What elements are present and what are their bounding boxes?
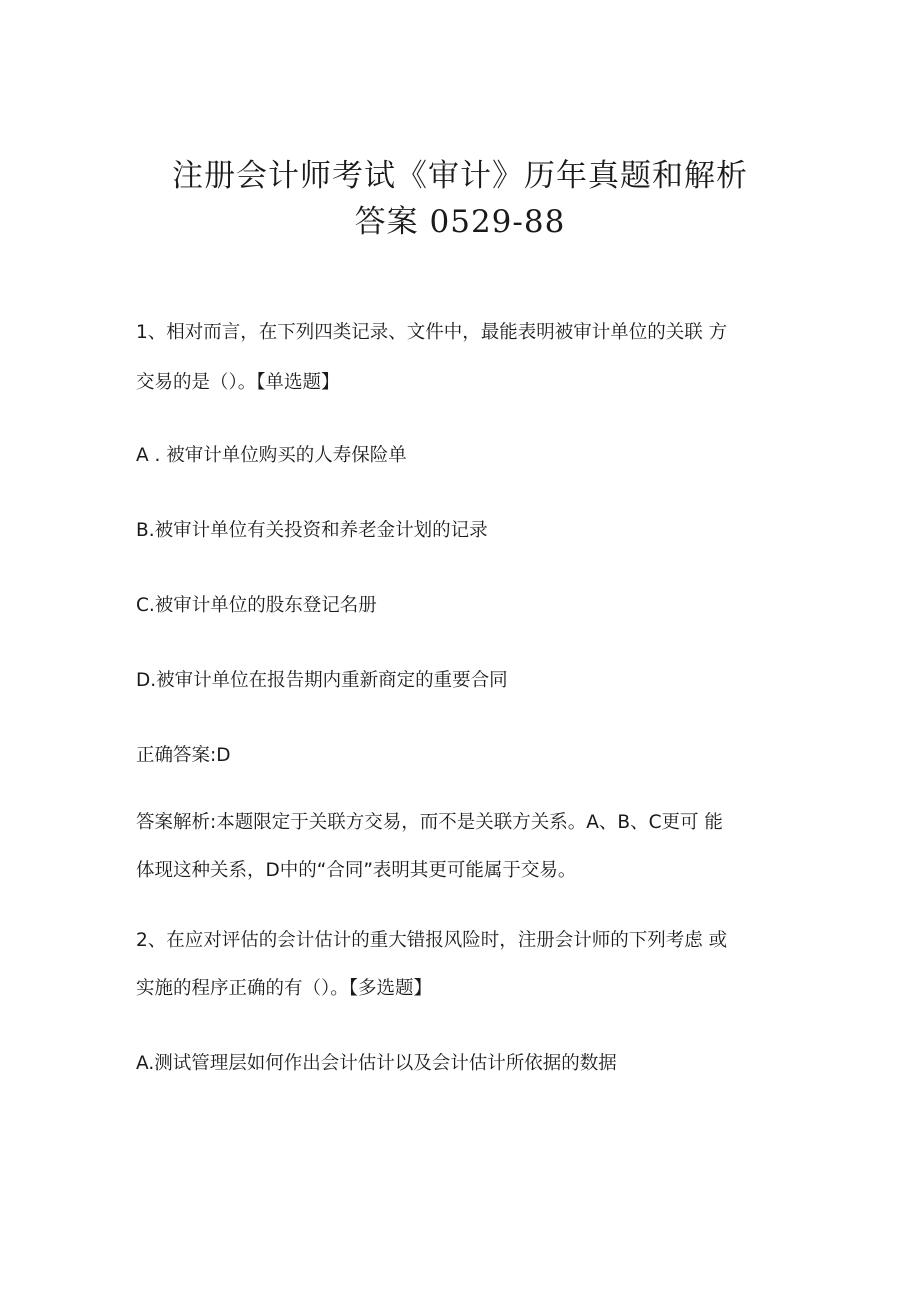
question-1-option-a: A . 被审计单位购买的人寿保险单 bbox=[136, 445, 407, 466]
question-2-option-a: A.测试管理层如何作出会计估计以及会计估计所依据的数据 bbox=[136, 1053, 617, 1074]
question-1-option-b: B.被审计单位有关投资和养老金计划的记录 bbox=[136, 520, 488, 541]
question-2-stem-line-1: 2、在应对评估的会计估计的重大错报风险时，注册会计师的下列考虑 或 bbox=[136, 930, 728, 951]
question-1-stem-line-1: 1、相对而言，在下列四类记录、文件中，最能表明被审计单位的关联 方 bbox=[136, 322, 728, 343]
question-2-stem-line-2: 实施的程序正确的有（）。【多选题】 bbox=[136, 978, 433, 999]
question-1-analysis-line-1: 答案解析:本题限定于关联方交易，而不是关联方关系。A、B、C更可 能 bbox=[136, 812, 723, 833]
document-title-line-2: 答案 0529-88 bbox=[354, 204, 566, 240]
document-title-line-1: 注册会计师考试《审计》历年真题和解析 bbox=[172, 158, 748, 194]
question-1-answer: 正确答案:D bbox=[136, 745, 231, 766]
question-1-analysis-line-2: 体现这种关系，D中的“合同”表明其更可能属于交易。 bbox=[136, 860, 577, 881]
question-1-option-d: D.被审计单位在报告期内重新商定的重要合同 bbox=[136, 670, 508, 691]
question-1-option-c: C.被审计单位的股东登记名册 bbox=[136, 595, 377, 616]
question-1-stem-line-2: 交易的是（）。【单选题】 bbox=[136, 372, 340, 393]
